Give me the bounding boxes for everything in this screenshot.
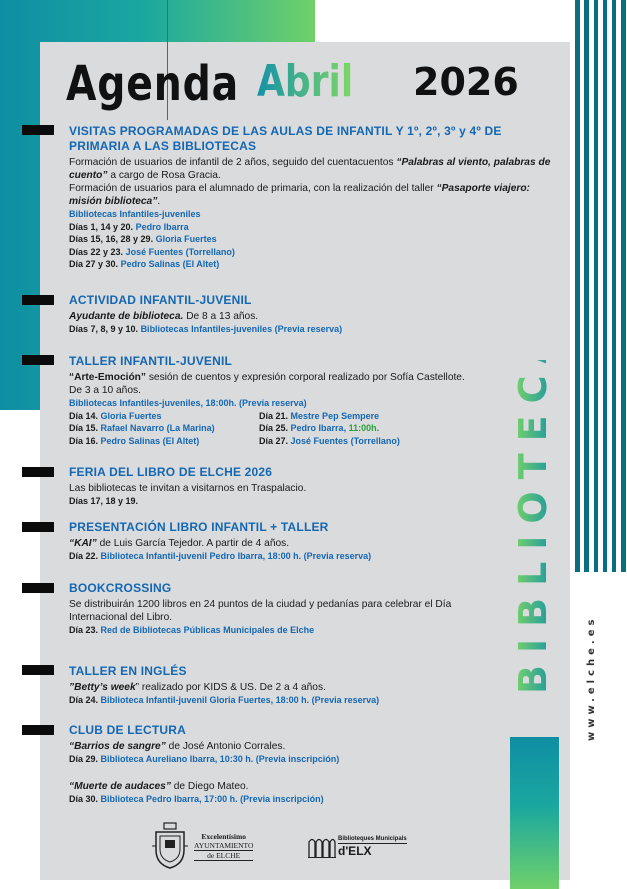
section-heading: PRESENTACIÓN LIBRO INFANTIL + TALLER [69,520,329,534]
section-marker [22,725,54,735]
date-line: Día 29. Biblioteca Aureliano Ibarra, 10:30 h. (Previa inscripción) [69,754,340,764]
month-title: Abril [257,56,354,107]
section-text: “Barrios de sangre” de José Antonio Corrales. [69,741,286,752]
section-heading: BOOKCROSSING [69,581,172,595]
section-marker [22,665,54,675]
biblioteca-label: BIBLIOTECA [511,360,555,694]
section-text: “Arte-Emoción” sesión de cuentos y expresión corporal realizado por Sofía Castellote. De 3 a 10 años. [69,372,465,396]
section-taller [69,354,469,447]
venue-line: Bibliotecas Infantiles-juveniles [69,209,201,219]
section-club-lectura [69,723,559,805]
biblioteques-text: Biblioteques Municipals d'ELX [338,835,407,858]
biblioteques-logo [308,834,407,858]
coat-of-arms-icon [150,822,190,870]
section-presentacion [69,520,559,563]
date-line: Días 15, 16, 28 y 29. Gloria Fuertes [69,234,217,245]
section-heading: VISITAS PROGRAMADAS DE LAS AULAS DE INFANTIL Y 1º, 2º, 3º y 4º DE PRIMARIA A LAS BIBLIOTECAS [69,124,502,153]
section-heading: TALLER EN INGLÉS [69,664,187,678]
section-heading: FERIA DEL LIBRO DE ELCHE 2026 [69,465,273,479]
date-line: Día 27 y 30. Pedro Salinas (El Altet) [69,259,220,270]
date-line: Días 22 y 23. José Fuentes (Torrellano) [69,246,235,257]
section-ingles [69,664,559,707]
section-text: ”Betty’s week” realizado por KIDS & US. De 2 a 4 años. [69,682,326,693]
date-line: Día 24. Biblioteca Infantil-juvenil Gloria Fuertes, 18:00 h. (Previa reserva) [69,695,380,705]
section-text: “Muerte de audaces” de Diego Mateo. [69,780,249,792]
date-line: Días 17, 18 y 19. [69,496,139,506]
date-line: Días 1, 14 y 20. Pedro Ibarra [69,221,189,232]
section-marker [22,125,54,135]
section-heading: CLUB DE LECTURA [69,723,186,737]
year-title: 2026 [413,60,519,104]
agenda-title: Agenda [66,56,240,112]
date-line: Día 30. Biblioteca Pedro Ibarra, 17:00 h. (Previa inscripción) [69,793,324,804]
right-stripes [575,0,627,572]
section-marker [22,295,54,305]
section-bookcrossing [69,581,509,637]
library-arches-icon [308,834,336,858]
section-text: Ayudante de biblioteca. De 8 a 13 años. [69,311,259,322]
date-line: Día 23. Red de Bibliotecas Públicas Municipales de Elche [69,625,315,635]
section-actividad [69,293,559,336]
section-marker [22,355,54,365]
section-marker [22,467,54,477]
section-visitas [69,124,559,271]
dates-columns [69,410,469,448]
section-heading: ACTIVIDAD INFANTIL-JUVENIL [69,293,252,307]
date-line: Día 22. Biblioteca Infantil-juvenil Pedro Ibarra, 18:00 h. (Previa reserva) [69,551,372,561]
date-line: Día 15. Rafael Navarro (La Marina) [69,423,215,434]
date-line: Días 7, 8, 9 y 10. Bibliotecas Infantiles-juveniles (Previa reserva) [69,324,343,334]
website-vertical-text[interactable] [578,595,602,745]
section-text: Se distribuirán 1200 libros en 24 puntos de la ciudad y pedanías para celebrar el Día Internacional del Libro. [69,599,452,623]
date-line: Día 25. Pedro Ibarra, 11:00h. [259,423,380,434]
ayuntamiento-text: Excelentísimo AYUNTAMIENTO de ELCHE [194,831,254,860]
section-feria [69,465,559,508]
section-text: Formación de usuarios de infantil de 2 años, seguido del cuentacuentos “Palabras al viento, palabras de cuento” a cargo de Rosa Gracia. [69,157,551,181]
section-text: Las bibliotecas te invitan a visitarnos en Traspalacio. [69,483,307,494]
section-text: Formación de usuarios para el alumnado de primaria, con la realización del taller “Pasaporte viajero: misión biblioteca”. [69,183,530,207]
section-marker [22,522,54,532]
section-text: “KAI” de Luis García Tejedor. A partir de 4 años. [69,538,290,549]
venue-line: Bibliotecas Infantiles-juveniles, 18:00h. (Previa reserva) [69,398,307,408]
date-line: Día 14. Gloria Fuertes [69,410,162,421]
section-marker [22,583,54,593]
website-link[interactable]: www.elche.es [586,615,597,741]
date-line: Día 21. Mestre Pep Sempere [259,410,380,421]
date-line: Día 16. Pedro Salinas (El Altet) [69,435,200,446]
date-line: Día 27. José Fuentes (Torrellano) [259,435,400,446]
section-heading: TALLER INFANTIL-JUVENIL [69,354,233,368]
ayuntamiento-logo [150,822,253,870]
